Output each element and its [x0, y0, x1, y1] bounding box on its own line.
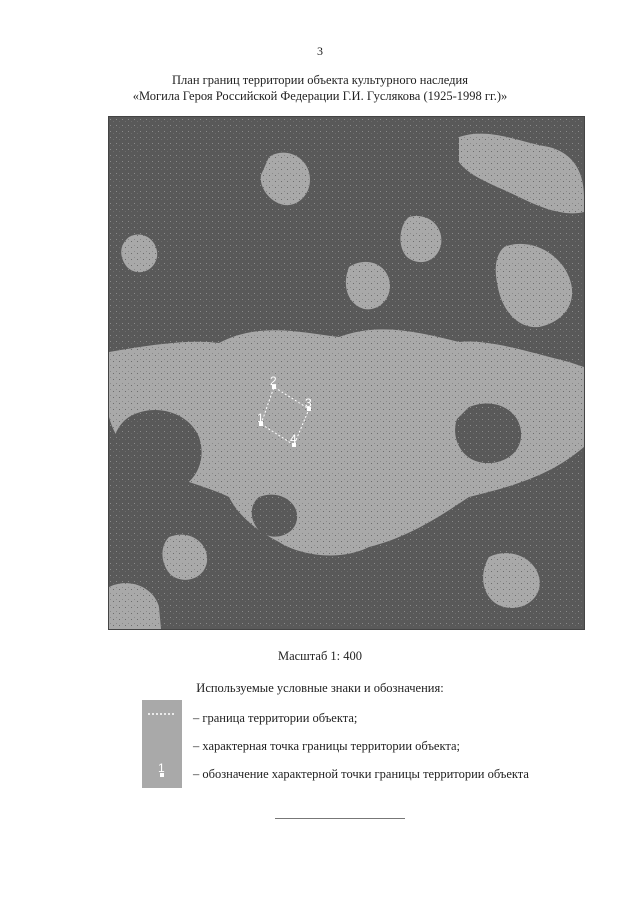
map-scale: Масштаб 1: 400	[277, 649, 363, 663]
legend-item-boundary-point: – характерная точка границы территории объекта;	[193, 739, 461, 753]
legend-swatch	[142, 700, 182, 788]
page-number: 3	[317, 44, 323, 58]
map-title-line-1: План границ территории объекта культурного наследия	[172, 73, 468, 87]
legend-title: Используемые условные знаки и обозначения:	[196, 681, 444, 695]
bottom-divider	[275, 818, 405, 819]
boundary-point-label: 2	[270, 374, 277, 388]
map-canvas	[109, 117, 584, 629]
boundary-point-label: 1	[257, 411, 264, 425]
map-title	[0, 72, 640, 104]
legend-item-point-label: – обозначение характерной точки границы территории объекта	[193, 767, 529, 781]
boundary-point-label: 4	[290, 432, 297, 446]
boundary-point-label: 3	[305, 396, 312, 410]
legend-item-boundary: – граница территории объекта;	[193, 711, 358, 725]
map-title-line-2: «Могила Героя Российской Федерации Г.И. Гуслякова (1925-1998 гг.)»	[132, 89, 508, 103]
boundary-point-2[interactable]	[270, 374, 277, 389]
legend-symbols	[142, 700, 182, 788]
terrain-texture	[109, 117, 584, 629]
point-label-symbol: 1	[158, 761, 165, 775]
satellite-map[interactable]	[108, 116, 585, 630]
